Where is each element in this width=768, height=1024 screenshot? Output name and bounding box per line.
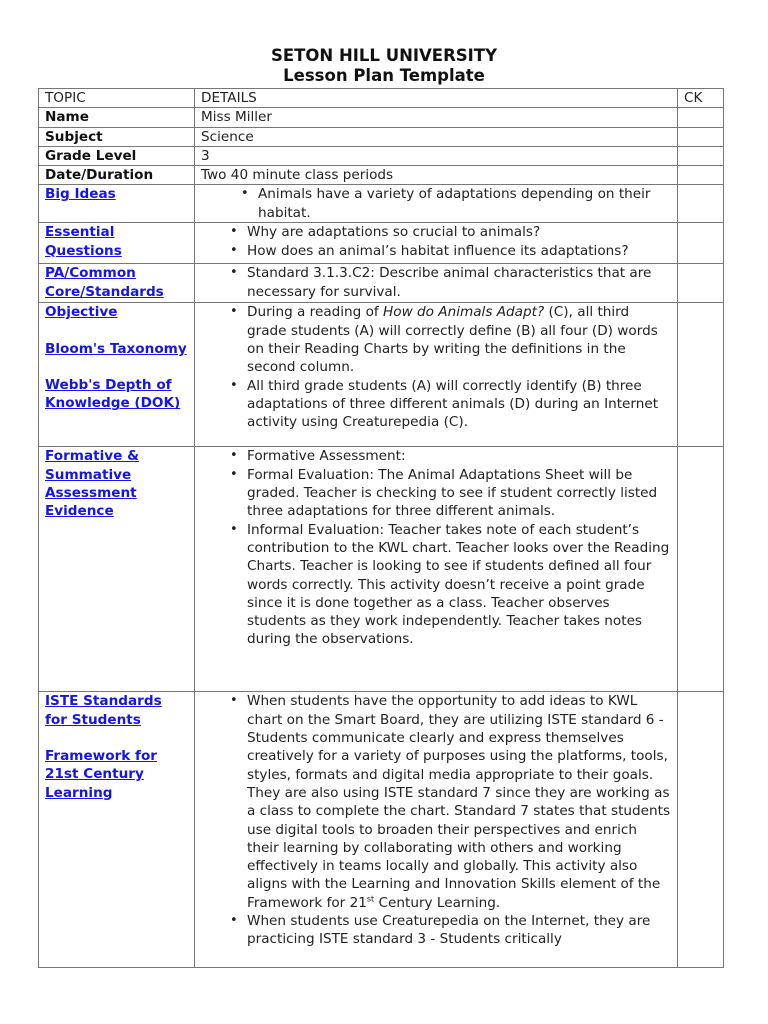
document-header [0,46,768,86]
ck-cell-date-duration[interactable] [678,166,724,185]
ck-cell-assessment[interactable] [678,447,724,692]
list-item: • When students have the opportunity to add ideas to KWL chart on the Smart Board, they are utilizing ISTE standard 6 - Students communicate clearly and express themselves creatively for a variety of purposes using the platforms, tools, styles, formats and digital media appropriate to their goals. They are also using ISTE standard 7 since they are working as a class to complete the chart. Standard 7 states that students use digital tools to broaden their perspectives and enrich their learning by collaborating with others and working effectively in teams locally and globally. This activity also aligns with the Learning and Innovation Skills element of the Framework for 21st Century Learning. [230,692,671,912]
table-row-grade-level [39,146,724,165]
standards-list [201,264,671,301]
column-header-topic: TOPIC [39,89,195,108]
assessment-evidence-link[interactable]: Formative & Summative Assessment Evidence [45,448,139,520]
objective-link[interactable]: Objective [45,304,118,321]
list-item: • Formative Assessment: [230,447,671,465]
framework-21st-century-link[interactable]: Framework for 21st Century Learning [45,748,158,801]
table-header-row [39,89,724,108]
column-header-details: DETAILS [195,89,678,108]
list-item: • When students use Creaturepedia on the Internet, they are practicing ISTE standard 3 - Students critically [230,912,671,949]
document-title: Lesson Plan Template [283,66,485,85]
big-ideas-list [201,185,671,222]
ck-cell-big-ideas[interactable] [678,185,724,223]
row-value-date-duration: Two 40 minute class periods [195,166,678,185]
list-item: • Formal Evaluation: The Animal Adaptations Sheet will be graded. Teacher is checking to see if student correctly listed three adaptations for three different animals. [230,466,671,521]
row-label-date-duration: Date/Duration [39,166,195,185]
table-row-assessment [39,447,724,692]
table-row-date-duration [39,166,724,185]
list-item: • Animals have a variety of adaptations depending on their habitat. [241,185,671,222]
ck-cell-objective[interactable] [678,303,724,447]
webbs-dok-link[interactable]: Webb's Depth of Knowledge (DOK) [45,377,181,412]
essential-questions-list [201,223,671,260]
table-row-subject [39,127,724,146]
iste-standards-link[interactable]: ISTE Standards for Students [45,693,162,728]
row-label-name: Name [39,108,195,127]
ck-cell-standards[interactable] [678,264,724,303]
objective-list [201,303,671,431]
row-value-name: Miss Miller [195,108,678,127]
book-title: How do Animals Adapt? [383,304,545,321]
column-header-ck: CK [678,89,724,108]
ck-cell-essential-questions[interactable] [678,223,724,264]
ck-cell-iste[interactable] [678,692,724,968]
list-item: • During a reading of How do Animals Adapt? (C), all third grade students (A) will correctly define (B) all four (D) words on their Reading Charts by writing the definitions in the second column. [230,303,671,376]
row-label-grade-level: Grade Level [39,146,195,165]
table-row-objective [39,303,724,447]
table-row-iste [39,692,724,968]
essential-questions-link[interactable]: Essential Questions [45,224,122,259]
list-item: • Informal Evaluation: Teacher takes note of each student’s contribution to the KWL chart. Teacher looks over the Reading Charts. Teacher is looking to see if students defined all four words correctly. This activity doesn’t receive a point grade since it is done together as a class. Teacher observes students as they work independently. Teacher takes notes during the observations. [230,521,671,649]
ck-cell-grade-level[interactable] [678,146,724,165]
lesson-plan-table [38,88,724,968]
table-row-name [39,108,724,127]
row-value-subject: Science [195,127,678,146]
list-item: • Standard 3.1.3.C2: Describe animal characteristics that are necessary for survival. [230,264,671,301]
row-value-grade-level: 3 [195,146,678,165]
list-item: • Why are adaptations so crucial to animals? [230,223,671,241]
blooms-taxonomy-link[interactable]: Bloom's Taxonomy [45,340,187,357]
ck-cell-name[interactable] [678,108,724,127]
list-item: • How does an animal’s habitat influence its adaptations? [230,242,671,260]
ck-cell-subject[interactable] [678,127,724,146]
university-name: SETON HILL UNIVERSITY [270,46,498,65]
list-item: • All third grade students (A) will correctly identify (B) three adaptations of three different animals (D) during an Internet activity using Creaturepedia (C). [230,377,671,432]
big-ideas-link[interactable]: Big Ideas [45,186,116,203]
table-row-big-ideas [39,185,724,223]
assessment-list [201,447,671,648]
iste-list [201,692,671,948]
standards-link[interactable]: PA/Common Core/Standards [45,265,164,300]
row-label-subject: Subject [39,127,195,146]
table-row-essential-questions [39,223,724,264]
table-row-standards [39,264,724,303]
